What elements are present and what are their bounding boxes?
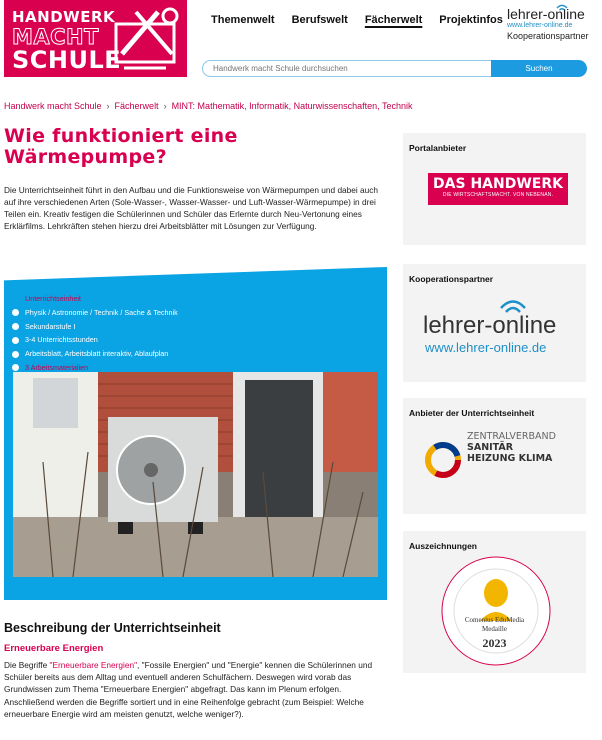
zvshk-logo-icon	[425, 442, 461, 478]
meta-material: Arbeitsblatt, Arbeitsblatt interaktiv, Ablaufplan	[12, 347, 178, 361]
description-text: Die Begriffe "Erneuerbare Energien", "Fossile Energien" und "Energie" kennen die Schülerinnen und Schüler bereits aus dem Alltag und eventuell anderen Schulfächern. Deswegen wird vorab das Grundwissen zum Thema "Erneuerbare Energien" abgefragt. Das kann im Plenum erfolgen. Anschließend werden die Begriffe sortiert und in eine Reihenfolge gebracht (zum Beispiel: Welche erneuerbare Energie wird am meisten genutzt, welche weniger?).	[4, 660, 373, 719]
nav-themenwelt[interactable]: Themenwelt	[211, 14, 275, 26]
meta-level: Sekundarstufe I	[12, 320, 178, 334]
card-award-title: Auszeichnungen	[409, 541, 478, 551]
meta-type-label: Unterrichtseinheit	[25, 294, 81, 303]
nav-berufswelt[interactable]: Berufswelt	[291, 14, 348, 26]
das-handwerk-tagline: DIE WIRTSCHAFTSMACHT. VON NEBENAN.	[442, 192, 554, 198]
header-partner-label: Kooperationspartner	[507, 31, 589, 41]
meta-count: 3 Arbeitsmaterialien	[12, 361, 178, 375]
tools-icon	[110, 4, 184, 74]
globe-icon	[12, 309, 19, 316]
zvshk-line-3: HEIZUNG KLIMA	[467, 453, 553, 464]
award-year: 2023	[482, 636, 507, 650]
site-logo[interactable]	[4, 0, 187, 77]
award-name-1: Comenius EduMedia	[464, 616, 525, 624]
breadcrumb-separator: ›	[106, 101, 110, 111]
title-line-2: Wärmepumpe?	[4, 146, 167, 168]
school-icon	[12, 323, 19, 330]
meta-type	[12, 292, 178, 306]
award-name-2: Medaille	[482, 625, 507, 633]
breadcrumb-mint[interactable]: MINT: Mathematik, Informatik, Naturwissenschaften, Technik	[171, 101, 413, 111]
intro-text: Die Unterrichtseinheit führt in den Aufbau und die Funktionsweise von Wärmepumpen und dabei auch auf ihre verschiedenen Arten (Sole-Wasser-, Wasser-Wasser- und Luft-Wasser-Wärmepumpe) in drei Teilen ein. Kreativ festigen die Schülerinnen und Schüler das Erlernte durch Neu-Vertonung eines Erklärfilms. Lehrkräften stehen hierzu drei Arbeitsblätter mit Lösungen zur Verfügung.	[4, 185, 379, 231]
meta-subjects: Physik / Astronomie / Technik / Sache & Technik	[12, 306, 178, 320]
header-partner-logo[interactable]	[507, 6, 597, 41]
zvshk-line-1: ZENTRALVERBAND	[467, 431, 556, 442]
header-partner-name: lehrer-online	[507, 6, 585, 22]
renewable-energy-link[interactable]: "Erneuerbare Energien"	[49, 660, 138, 670]
document-icon	[12, 364, 19, 371]
breadcrumb-home[interactable]: Handwerk macht Schule	[4, 101, 102, 111]
sub-title: Erneuerbare Energien	[4, 643, 104, 654]
clock-icon	[12, 337, 19, 344]
zvshk-logo[interactable]	[467, 431, 556, 464]
coop-logo-url[interactable]: www.lehrer-online.de	[425, 340, 547, 355]
search-button[interactable]: Suchen	[491, 60, 587, 77]
page-title	[4, 126, 238, 168]
card-portal	[403, 133, 586, 245]
search-input[interactable]	[202, 60, 492, 77]
header-partner-url: www.lehrer-online.de	[507, 22, 573, 29]
card-award	[403, 531, 586, 673]
logo-line-2: MACHT	[12, 25, 99, 49]
nav-faecherwelt[interactable]: Fächerwelt	[364, 14, 423, 26]
logo-line-3: SCHULE	[12, 46, 122, 74]
card-coop	[403, 264, 586, 382]
breadcrumb	[4, 101, 412, 111]
monitor-icon	[12, 351, 19, 358]
breadcrumb-faecherwelt[interactable]: Fächerwelt	[114, 101, 159, 111]
logo-line-1: HANDWERK	[12, 8, 116, 26]
wifi-icon	[555, 3, 569, 12]
das-handwerk-logo-text: DAS HANDWERK	[433, 176, 563, 192]
section-title: Beschreibung der Unterrichtseinheit	[4, 621, 221, 635]
coop-logo-name[interactable]: lehrer-online	[423, 312, 557, 339]
das-handwerk-logo[interactable]	[428, 173, 568, 205]
heat-pump-photo	[13, 372, 378, 577]
title-line-1: Wie funktioniert eine	[4, 125, 238, 147]
card-portal-title: Portalanbieter	[409, 143, 467, 153]
card-provider-title: Anbieter der Unterrichtseinheit	[409, 408, 535, 418]
nav-projektinfos[interactable]: Projektinfos	[439, 14, 503, 26]
unit-meta	[12, 292, 178, 375]
card-coop-title: Kooperationspartner	[409, 274, 494, 284]
breadcrumb-separator: ›	[163, 101, 167, 111]
zvshk-line-2: SANITÄR	[467, 442, 514, 453]
main-nav	[211, 14, 503, 26]
meta-duration: 3-4 Unterrichtsstunden	[12, 333, 178, 347]
card-provider	[403, 398, 586, 514]
